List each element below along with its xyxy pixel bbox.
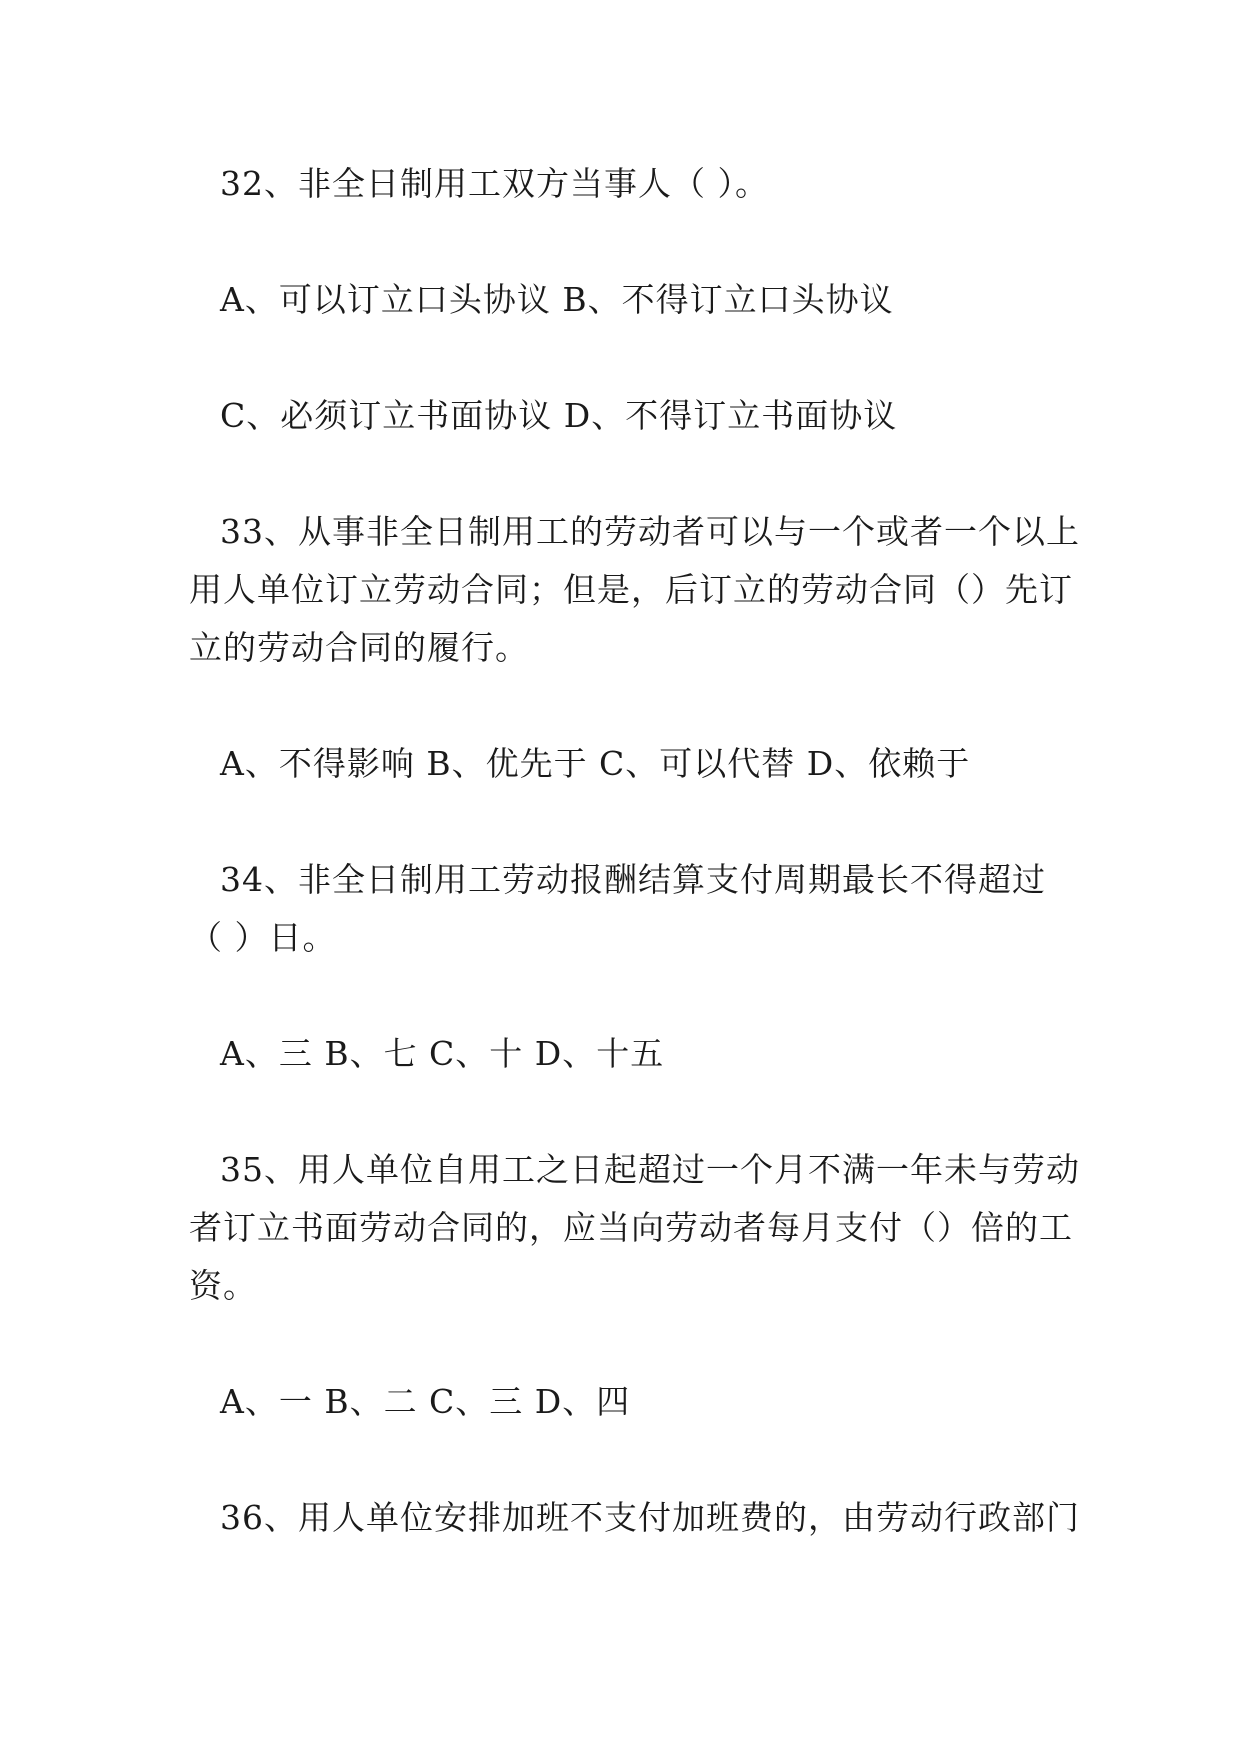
question-35-text-line-1: 35、用人单位自用工之日起超过一个月不满一年未与劳动	[220, 1150, 1080, 1189]
question-35-text-line-2: 者订立书面劳动合同的，应当向劳动者每月支付（）倍的工	[189, 1208, 1073, 1247]
question-32-options-ab: A、可以订立口头协议 B、不得订立口头协议	[220, 280, 894, 319]
question-33-text-line-3: 立的劳动合同的履行。	[189, 628, 529, 667]
question-32-text: 32、非全日制用工双方当事人（ ）。	[220, 164, 769, 203]
question-35-text-line-3: 资。	[189, 1266, 257, 1305]
question-34-text-line-2: （ ）日。	[189, 918, 337, 957]
question-33-text-line-2: 用人单位订立劳动合同；但是，后订立的劳动合同（）先订	[189, 570, 1073, 609]
question-32-options-cd: C、必须订立书面协议 D、不得订立书面协议	[220, 396, 898, 435]
question-34-text-line-1: 34、非全日制用工劳动报酬结算支付周期最长不得超过	[220, 860, 1046, 899]
question-35-options: A、一 B、二 C、三 D、四	[220, 1382, 631, 1421]
question-33-text-line-1: 33、从事非全日制用工的劳动者可以与一个或者一个以上	[220, 512, 1080, 551]
question-36-text-line-1: 36、用人单位安排加班不支付加班费的，由劳动行政部门	[220, 1498, 1080, 1537]
question-33-options: A、不得影响 B、优先于 C、可以代替 D、依赖于	[220, 744, 971, 783]
question-34-options: A、三 B、七 C、十 D、十五	[220, 1034, 665, 1073]
